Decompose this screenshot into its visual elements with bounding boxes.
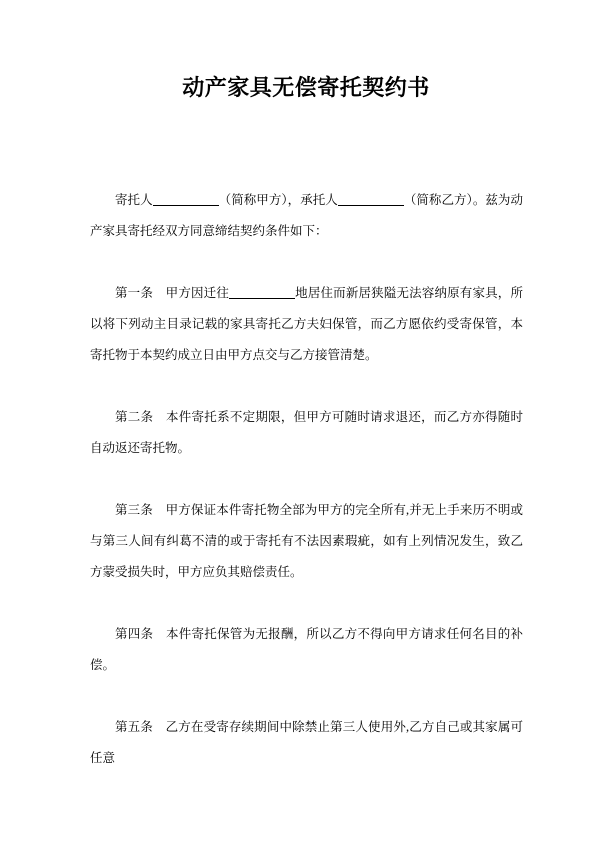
fullwidth-space	[153, 296, 166, 297]
text-run: （简称乙方）。兹为动产家具寄托经双方同意缔结契约条件如下：	[90, 193, 523, 238]
paragraph-article-4	[90, 619, 523, 681]
document-title: 动产家具无偿寄托契约书	[182, 75, 430, 100]
fullwidth-space	[153, 420, 166, 421]
text-run: 第五条	[115, 720, 153, 734]
fullwidth-space	[153, 513, 166, 514]
fullwidth-space	[153, 637, 166, 638]
paragraph-article-1	[90, 278, 523, 371]
fill-in-blank-line	[153, 193, 219, 206]
paragraph-article-2	[90, 402, 523, 464]
text-run: 第一条	[115, 286, 153, 300]
document-body	[0, 185, 612, 774]
text-run: 甲方保证本件寄托物全部为甲方的完全所有,并无上手来历不明或与第三人间有纠葛不清的或于寄托有不法因素瑕疵，如有上列情况发生，致乙方蒙受损失时，甲方应负其赔偿责任。	[90, 503, 523, 579]
paragraph-preamble	[90, 185, 523, 247]
fill-in-blank-line	[338, 193, 404, 206]
fullwidth-space	[153, 730, 166, 731]
text-run: 第四条	[115, 627, 154, 641]
fill-in-blank-line	[229, 286, 295, 299]
text-run: 地居住而新居狭隘无法容纳原有家具，所以将下列动主目录记载的家具寄托乙方夫妇保管，而乙方愿依约受寄保管，本寄托物于本契约成立日由甲方点交与乙方接管清楚。	[90, 286, 523, 362]
text-run: 乙方在受寄存续期间中除禁止第三人使用外,乙方自己或其家属可任意	[90, 720, 523, 765]
text-run: （简称甲方），承托人	[218, 193, 338, 207]
text-run: 第二条	[115, 410, 154, 424]
text-run: 本件寄托保管为无报酬，所以乙方不得向甲方请求任何名目的补偿。	[90, 627, 523, 672]
text-run: 本件寄托系不定期限，但甲方可随时请求退还，而乙方亦得随时自动返还寄托物。	[90, 410, 523, 455]
text-run: 寄托人	[115, 193, 153, 207]
text-run: 甲方因迁往	[165, 286, 229, 300]
text-run: 第三条	[115, 503, 153, 517]
paragraph-article-5	[90, 712, 523, 774]
document-page	[0, 72, 612, 864]
paragraph-article-3	[90, 495, 523, 588]
